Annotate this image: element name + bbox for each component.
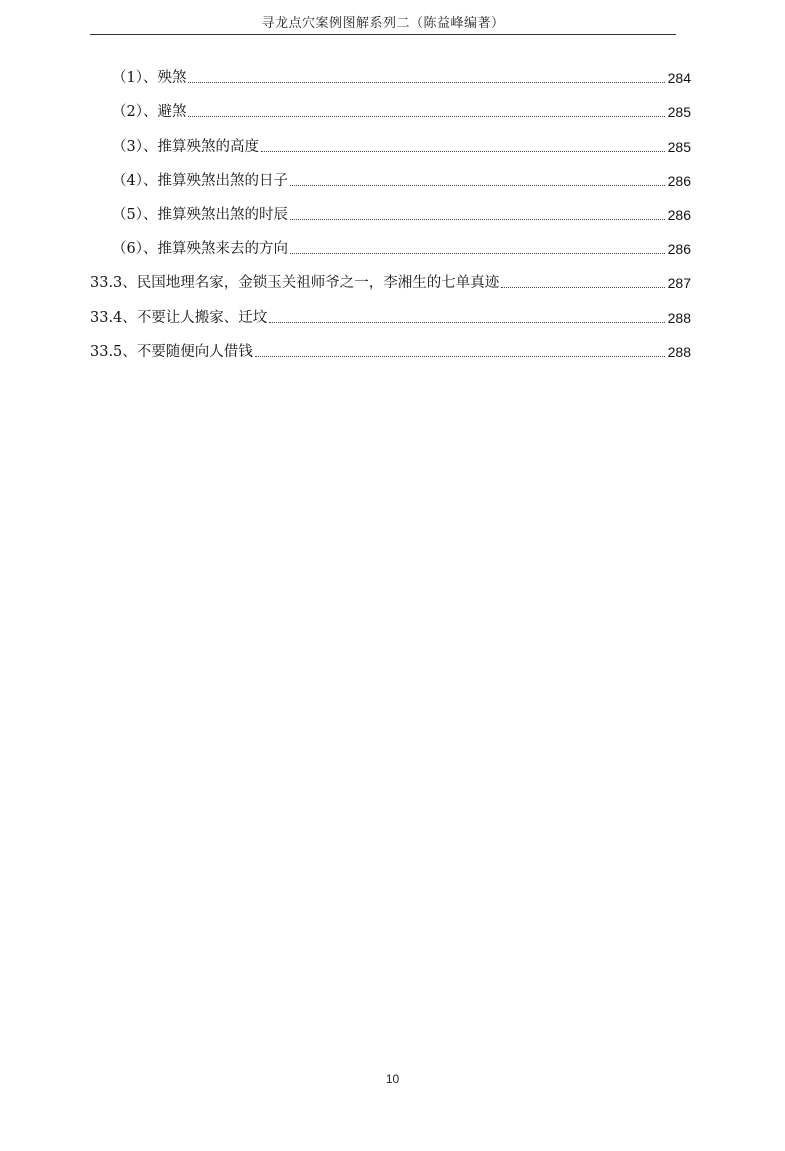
toc-entry-title: 33.4、不要让人搬家、迁坟 [90, 309, 268, 326]
toc-entry[interactable] [90, 293, 691, 327]
toc-entry-title: （6）、推算殃煞来去的方向 [112, 241, 288, 258]
toc-entry-page: 286 [667, 172, 691, 189]
toc-entry[interactable] [90, 122, 691, 156]
toc-leader-dots [188, 116, 664, 117]
toc-entry-page: 285 [667, 104, 691, 121]
running-header: 寻龙点穴案例图解系列二（陈益峰编著） [261, 16, 505, 31]
toc-entry-page: 288 [667, 343, 691, 360]
toc-leader-dots [188, 82, 664, 83]
toc-entry[interactable] [90, 191, 691, 225]
toc-leader-dots [290, 185, 665, 186]
toc-leader-dots [269, 322, 664, 323]
toc-entry[interactable] [90, 328, 691, 362]
toc-leader-dots [501, 287, 664, 288]
toc-entry-title: （4）、推算殃煞出煞的日子 [112, 172, 288, 189]
toc-leader-dots [290, 219, 665, 220]
toc-entry-title: 33.3、民国地理名家，金锁玉关祖师爷之一，李湘生的七单真迹 [90, 275, 500, 292]
toc-entry-page: 287 [667, 275, 691, 292]
page-number: 10 [385, 1072, 400, 1086]
toc-entry[interactable] [90, 157, 691, 191]
toc-entry[interactable] [90, 225, 691, 259]
toc-leader-dots [261, 151, 665, 152]
toc-entry-title: （3）、推算殃煞的高度 [112, 138, 259, 155]
toc-entry-title: （5）、推算殃煞出煞的时辰 [112, 206, 288, 223]
toc-entry[interactable] [90, 54, 691, 88]
toc-entry-page: 286 [667, 206, 691, 223]
toc-entry-page: 288 [667, 309, 691, 326]
header-rule [90, 34, 676, 35]
table-of-contents [90, 54, 691, 362]
toc-entry-title: （2）、避煞 [112, 104, 187, 121]
toc-entry[interactable] [90, 88, 691, 122]
toc-entry-title: （1）、殃煞 [112, 70, 187, 87]
toc-entry[interactable] [90, 259, 691, 293]
toc-entry-page: 284 [667, 70, 691, 87]
toc-entry-page: 285 [667, 138, 691, 155]
toc-entry-title: 33.5、不要随便向人借钱 [90, 343, 253, 360]
toc-leader-dots [255, 356, 665, 357]
toc-leader-dots [290, 253, 665, 254]
toc-entry-page: 286 [667, 241, 691, 258]
